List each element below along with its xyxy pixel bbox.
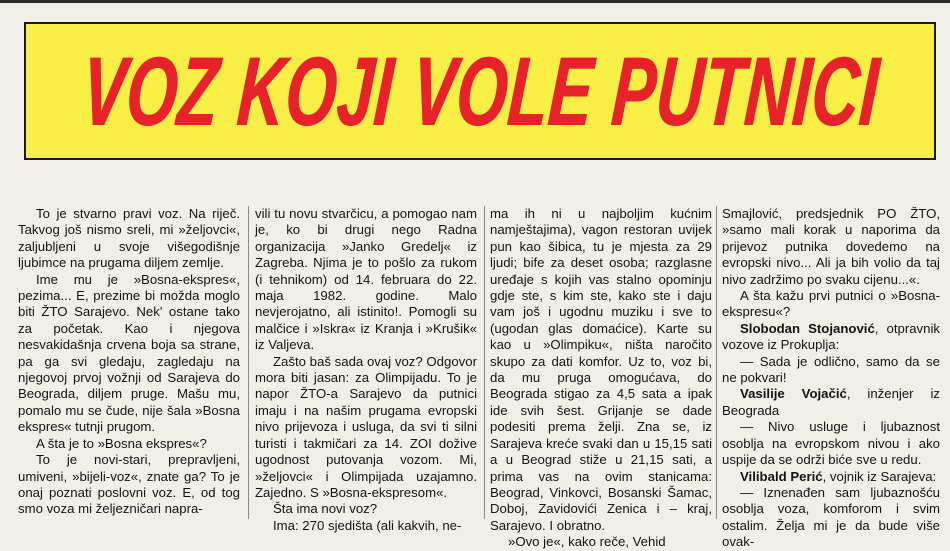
column-3 [490, 206, 712, 550]
passenger-role: , vojnik iz Sarajeva: [822, 468, 937, 484]
column-2 [255, 206, 477, 533]
top-rule [0, 0, 950, 3]
paragraph: vili tu novu stvarčicu, a pomogao nam je, ko bi drugi nego Radna organizacija »Janko Gredelj« iz Zagreba. Njima je to pošlo za rukom (i tehnikom) od 14. februara do 22. maja 1982. godine. Malo nevjerojatno, ali istinito!. Pomogli su malčice i »Iskra« iz Kranja i »Krušik« iz Valjeva. [255, 206, 477, 353]
paragraph: Šta ima novi voz? [273, 501, 378, 517]
paragraph: To je stvarno pravi voz. Na riječ. Takvog još nismo sreli, mi »željovci«, zaljubljeni u svoje višegodišnje ljubimce na prugama diljem zemlje. [18, 206, 240, 271]
passenger-quote: — Sada je odlično, samo da se ne pokvari! [722, 353, 940, 386]
headline: VOZ KOJI VOLE PUTNICI [77, 36, 883, 146]
passenger-intro [722, 321, 940, 354]
passenger-quote: — Iznenađen sam ljubaznošću osoblja voza, komforom i svim ostalim. Želja mi je da bude više ovak- [722, 484, 940, 550]
paragraph: A šta kažu prvi putnici o »Bosna-ekspresu«? [722, 288, 940, 320]
passenger-name: Slobodan Stojanović [740, 320, 875, 336]
column-4 [722, 206, 941, 550]
passenger-role: , otpravnik vozove iz Prokuplja: [722, 320, 941, 353]
paragraph: To je novi-stari, prepravljeni, umiveni, »bijeli-voz«, znate ga? To je onaj poznati poslovni voz. E, od tog smo voza mi željezničari napra- [18, 452, 240, 517]
column-1 [18, 206, 240, 519]
passenger-intro [722, 469, 940, 485]
paragraph: Smajlović, predsjednik PO ŽTO, »samo mali korak u naporima da prijevoz putnika dovedemo na evropski nivo... Ali ja bih volio da taj nivo zadržimo po svaku cijenu...«. [722, 206, 940, 287]
paragraph: »Ovo je«, kako reče, Vehid [508, 534, 666, 550]
paragraph: Zašto baš sada ovaj voz? Odgovor mora biti jasan: za Olimpijadu. To je napor ŽTO-a Sarajevo da putnici imaju i na našim prugama evropski nivo prijevoza i usluga, da svi ti silni turisti i takmičari za 14. ZOI dožive ugodnost putovanja vozom. Mi, »željovci« i Olimpijada uzajamno. Zajedno. S »Bosna-ekspresom«. [255, 353, 477, 500]
passenger-quote: — Nivo usluge i ljubaznost osoblja na evropskom nivou i ako uspije da se održi biće sve u redu. [722, 419, 940, 468]
passenger-intro [722, 386, 940, 419]
passenger-name: Vilibald Perić [740, 468, 823, 484]
passenger-role: , inženjer iz Beograda [722, 386, 940, 418]
headline-banner [24, 22, 936, 160]
article-body [12, 206, 941, 550]
paragraph: A šta je to »Bosna ekspres«? [36, 435, 207, 451]
paragraph: Ime mu je »Bosna-ekspres«, pezima... E, prezime bi možda moglo biti ŽTO Sarajevo. Nek' ostane tako za početak. Kao i njegova nesvakidašnja crvena boja sa strane, pa ga svi gledaju, zagledaju na njegovoj prvoj vožnji od Sarajeva do Beograda, diljem pruge. Mašu mu, pomalo mu se čude, nije šala »Bosna ekspres« tutnji prugom. [18, 271, 240, 435]
passenger-name: Vasilije Vojačić [740, 386, 847, 402]
paragraph: Ima: 270 sjedišta (ali kakvih, ne- [273, 517, 462, 533]
paragraph: ma ih ni u najboljim kućnim namještajima), vagon restoran uvijek pun kao šibica, tu je mjesta za 29 ljudi; bife za deset osoba; razglasne uređaje s kojih vas stalno opominju gdje ste, s kim ste, kako ste i daju vam još i ugodnu muziku i sve to (ugodan glas domaćice). Karte su kao u »Olimpiku«, ništa naročito skupo za dati komfor. Uz to, voz bi, da mu pruga omogućava, do Beograda stigao za 4,5 sata a ipak ide svih šest. Grijanje se dade podesiti prema želji. Zna se, iz Sarajeva kreće svaki dan u 15,15 sati a u Beograd stiže u 21,15 sati, a prima vas na ovim stanicama: Beograd, Vinkovci, Bosanski Šamac, Doboj, Zavidovići Zenica i – kraj, Sarajevo. I obratno. [490, 206, 712, 533]
